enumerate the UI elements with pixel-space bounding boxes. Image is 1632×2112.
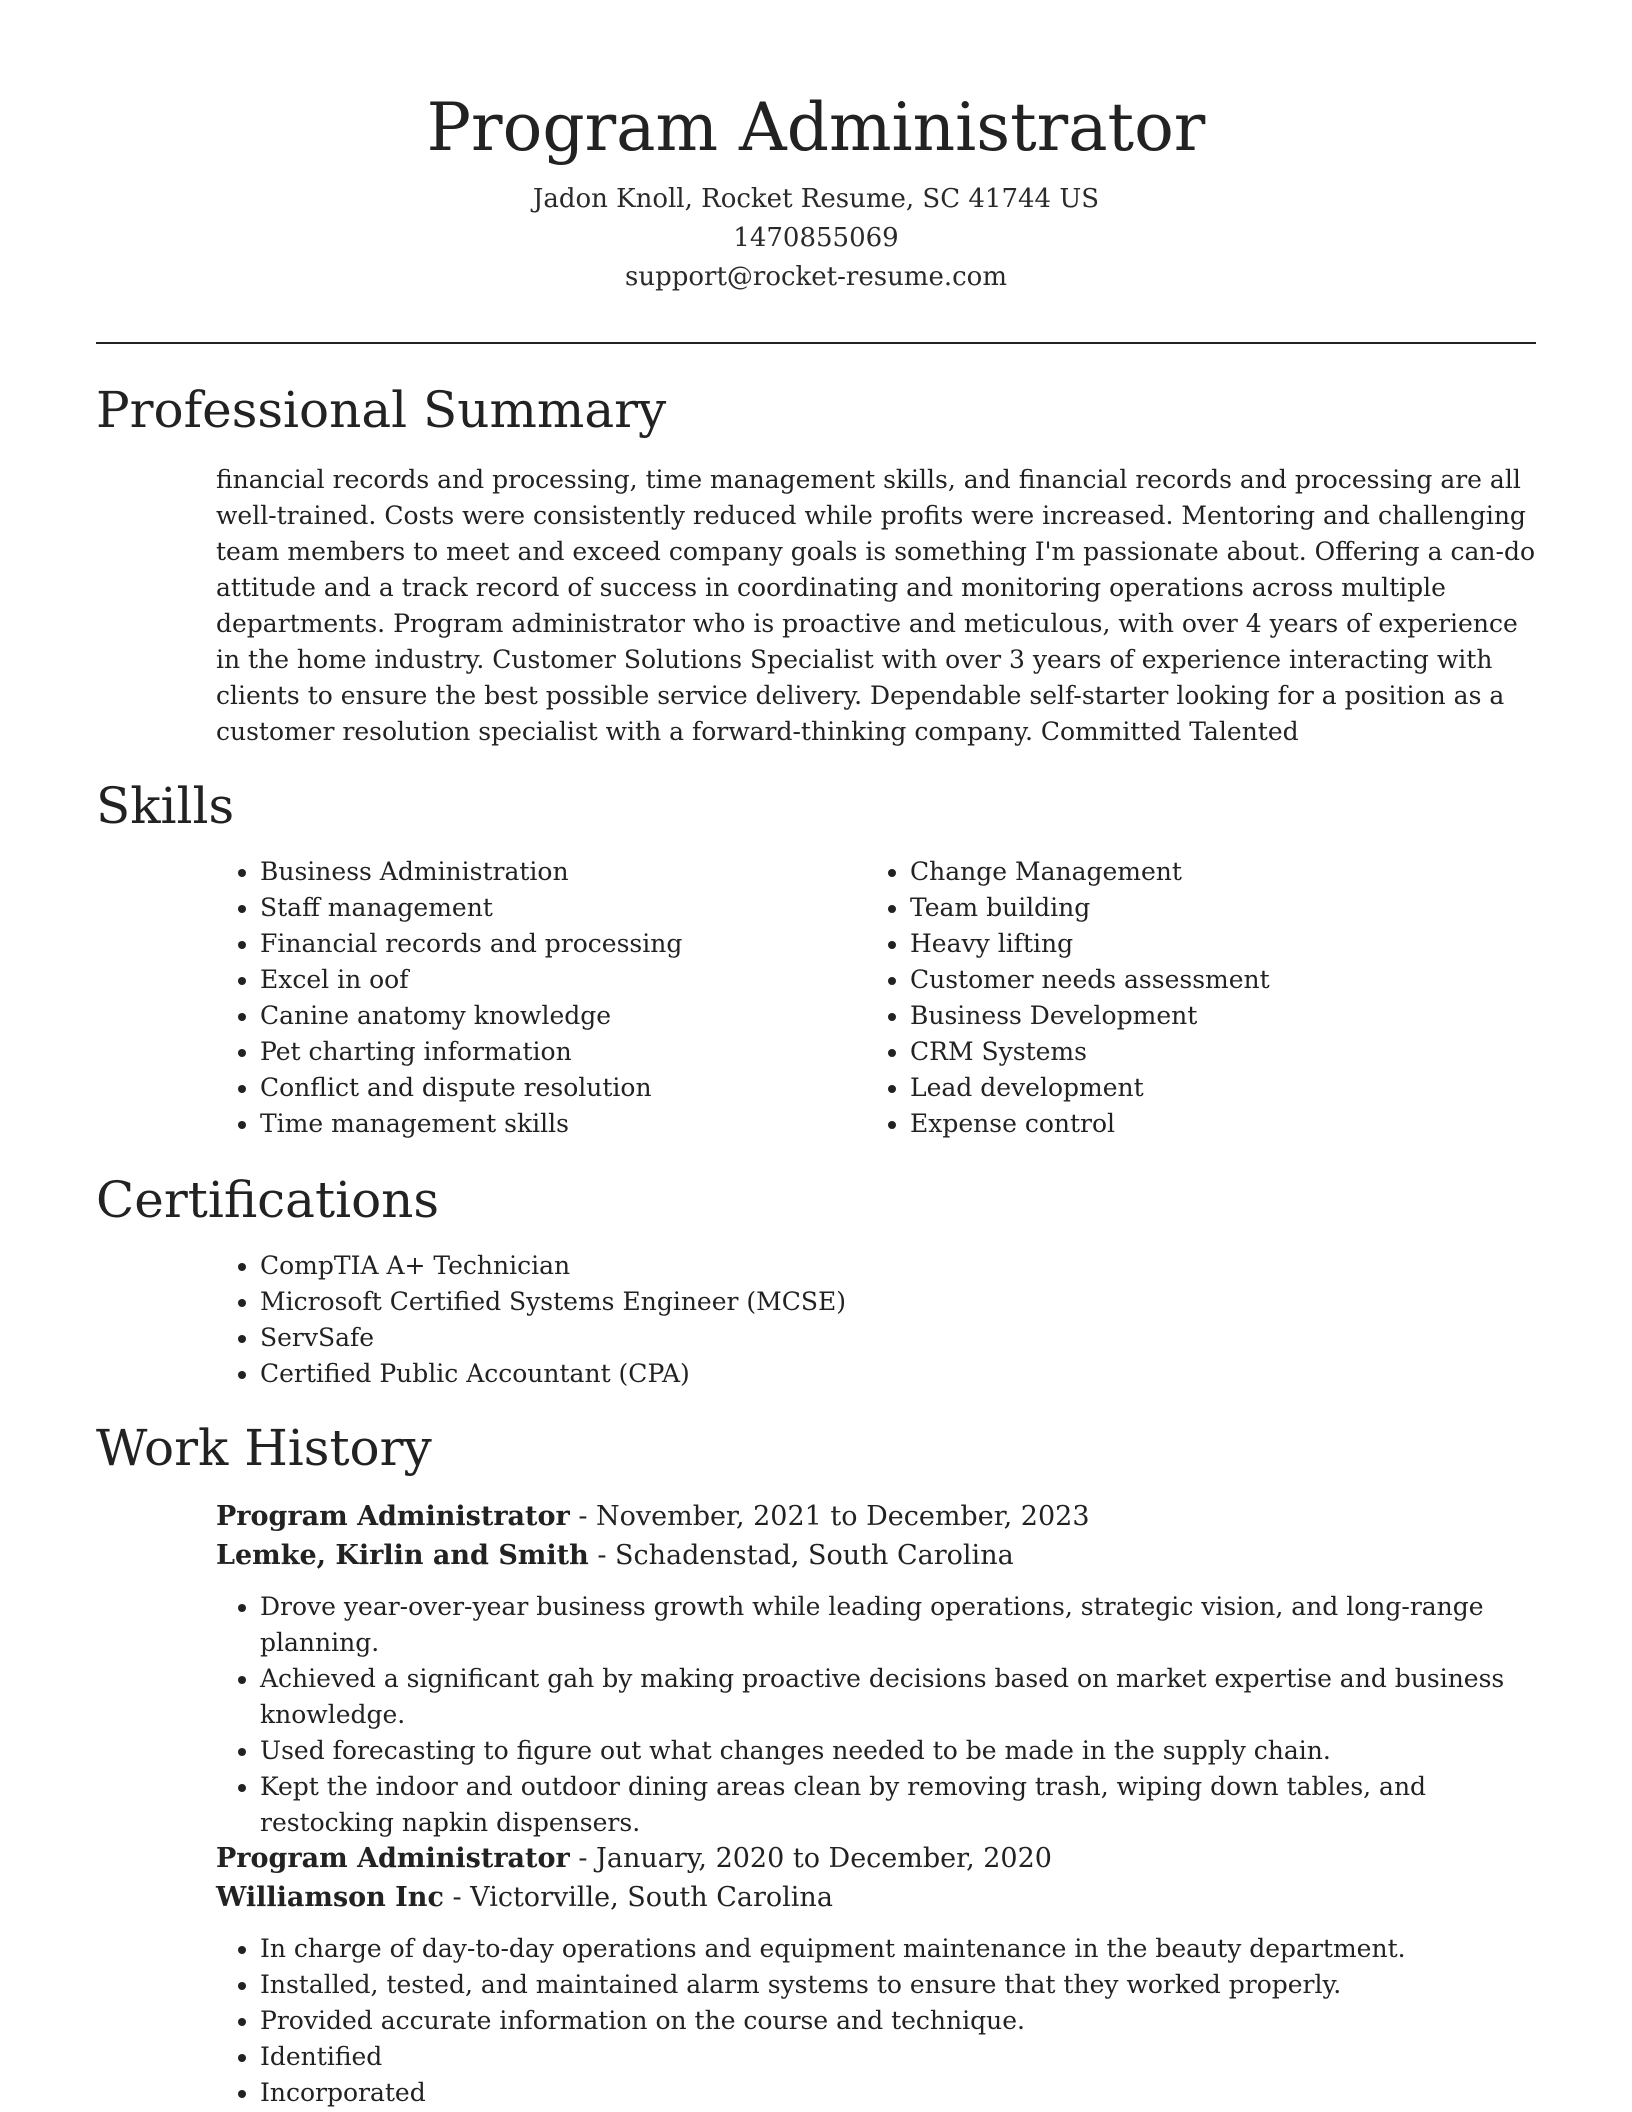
certification-item: • Certified Public Accountant (CPA) [260, 1356, 1516, 1392]
page-title: Program Administrator [426, 89, 1206, 166]
contact-address: Jadon Knoll, Rocket Resume, SC 41744 US [532, 184, 1100, 214]
job-duty-item: • Used forecasting to figure out what changes needed to be made in the supply chain. [260, 1733, 1546, 1769]
job-duty-item: • Achieved a significant gah by making proactive decisions based on market expertise and business knowledge. [260, 1661, 1546, 1733]
job-entry [216, 1839, 1546, 2111]
job-duties [216, 1931, 1546, 2111]
skill-item: • Pet charting information [260, 1034, 836, 1070]
skill-item: • Business Administration [260, 854, 836, 890]
skill-item: • Excel in oof [260, 962, 836, 998]
contact-email: support@rocket-resume.com [624, 262, 1007, 292]
skill-item: • Time management skills [260, 1106, 836, 1142]
certification-item: • CompTIA A+ Technician [260, 1248, 1516, 1284]
job-duty-item: • Drove year-over-year business growth while leading operations, strategic vision, and long-range planning. [260, 1589, 1546, 1661]
work-history-heading: Work History [96, 1419, 432, 1477]
certifications-list [216, 1248, 1516, 1392]
skill-item: • Team building [910, 890, 1506, 926]
job-company: Lemke, Kirlin and Smith [216, 1540, 589, 1571]
summary-text: financial records and processing, time management skills, and financial records and processing are all well-trained. Costs were consistently reduced while profits were increased. Mentoring and challenging team members to meet and exceed company goals is something I'm passionate about. Offering a can-do attitude and a track record of success in coordinating and monitoring operations across multiple departments. Program administrator who is proactive and meticulous, with over 4 years of experience in the home industry. Customer Solutions Specialist with over 3 years of experience interacting with clients to ensure the best possible service delivery. Dependable self-starter looking for a position as a customer resolution specialist with a forward-thinking company. Committed Talented [216, 465, 1535, 746]
job-title: Program Administrator [216, 1501, 570, 1532]
skill-item: • Lead development [910, 1070, 1506, 1106]
skill-item: • Financial records and processing [260, 926, 836, 962]
job-duty-item: • Installed, tested, and maintained alarm systems to ensure that they worked properly. [260, 1967, 1546, 2003]
skill-item: • Change Management [910, 854, 1506, 890]
job-duty-item: • Kept the indoor and outdoor dining areas clean by removing trash, wiping down tables, and restocking napkin dispensers. [260, 1769, 1546, 1841]
skill-item: • Expense control [910, 1106, 1506, 1142]
skill-item: • Business Development [910, 998, 1506, 1034]
skill-item: • Heavy lifting [910, 926, 1506, 962]
skills-heading: Skills [96, 777, 235, 835]
job-title-line [216, 1497, 1546, 1536]
job-duty-item: • Incorporated [260, 2075, 1546, 2111]
skill-item: • Customer needs assessment [910, 962, 1506, 998]
job-dates: - November, 2021 to December, 2023 [569, 1501, 1090, 1532]
job-title-line [216, 1839, 1546, 1878]
skill-item: • Staff management [260, 890, 836, 926]
job-duty-item: • Provided accurate information on the course and technique. [260, 2003, 1546, 2039]
certification-item: • Microsoft Certified Systems Engineer (MCSE) [260, 1284, 1516, 1320]
job-location: - Victorville, South Carolina [443, 1882, 833, 1913]
header-divider [96, 342, 1536, 344]
job-location: - Schadenstad, South Carolina [588, 1540, 1014, 1571]
job-company-line [216, 1878, 1546, 1917]
job-duties [216, 1589, 1546, 1841]
certification-item: • ServSafe [260, 1320, 1516, 1356]
contact-info [0, 180, 1632, 297]
skills-right-column [866, 854, 1506, 1142]
job-title: Program Administrator [216, 1843, 570, 1874]
skill-item: • Canine anatomy knowledge [260, 998, 836, 1034]
contact-phone: 1470855069 [733, 223, 899, 253]
job-dates: - January, 2020 to December, 2020 [569, 1843, 1052, 1874]
certifications-heading: Certifications [96, 1171, 440, 1229]
skills-left-column [216, 854, 836, 1142]
job-company-line [216, 1536, 1546, 1575]
job-entry [216, 1497, 1546, 1841]
skill-item: • Conflict and dispute resolution [260, 1070, 836, 1106]
job-company: Williamson Inc [216, 1882, 444, 1913]
skill-item: • CRM Systems [910, 1034, 1506, 1070]
resume-header [0, 0, 1632, 297]
job-duty-item: • In charge of day-to-day operations and equipment maintenance in the beauty department. [260, 1931, 1546, 1967]
job-duty-item: • Identified [260, 2039, 1546, 2075]
summary-heading: Professional Summary [96, 381, 667, 439]
